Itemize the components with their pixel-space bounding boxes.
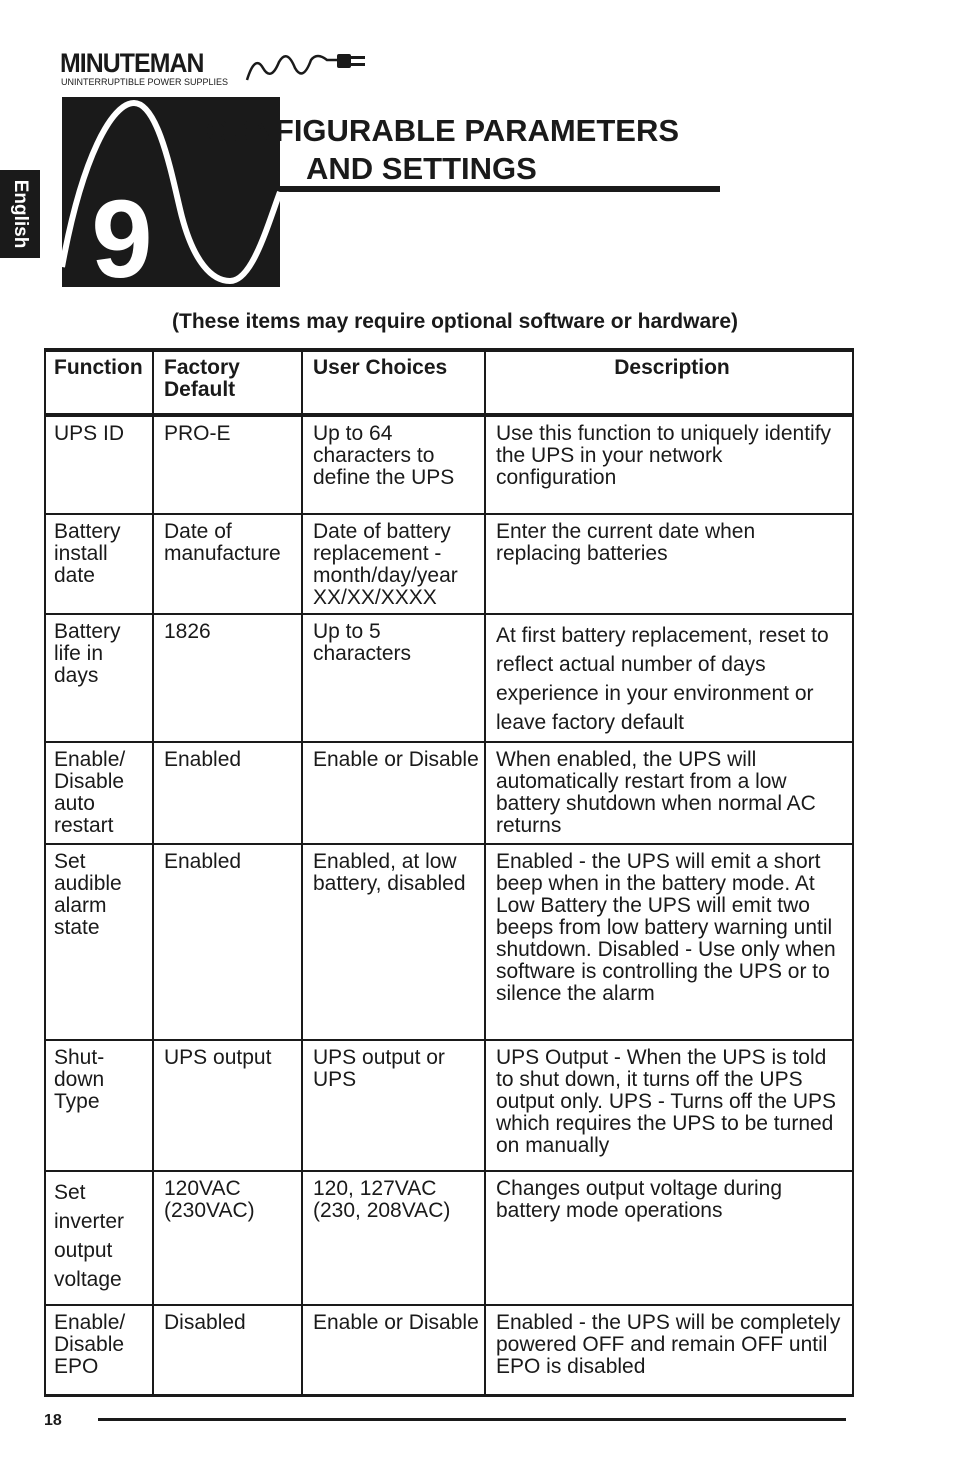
cell-default: Enabled — [153, 844, 302, 1040]
cell-default: PRO-E — [153, 415, 302, 514]
header-description: Description — [485, 350, 853, 415]
cell-description: Use this function to uniquely identify the UPS in your network configuration — [485, 415, 853, 514]
table-row — [45, 1040, 853, 1171]
cell-description: Enabled - the UPS will emit a short beep when in the battery mode. At Low Battery the UPS will emit two beeps from low battery warning until shutdown. Disabled - Use only when software is controlling the UPS or to silence the alarm — [485, 844, 853, 1040]
cell-default: 1826 — [153, 614, 302, 742]
cell-function: UPS ID — [45, 415, 153, 514]
cell-default: Date of manufacture — [153, 514, 302, 614]
brand-tagline: UNINTERRUPTIBLE POWER SUPPLIES — [61, 77, 229, 87]
cell-choices: Enable or Disable — [302, 742, 485, 844]
chapter-title — [206, 112, 679, 188]
cell-default: Enabled — [153, 742, 302, 844]
language-tab — [0, 170, 40, 258]
cell-description: At first battery replacement, reset to reflect actual number of days experience in your environment or leave factory default — [485, 614, 853, 742]
cell-description: Enabled - the UPS will be completely powered OFF and remain OFF until EPO is disabled — [485, 1305, 853, 1395]
cell-choices: Up to 5 characters — [302, 614, 485, 742]
cell-function: Enable/ Disable EPO — [45, 1305, 153, 1395]
cell-function: Enable/ Disable auto restart — [45, 742, 153, 844]
cell-choices: 120, 127VAC (230, 208VAC) — [302, 1171, 485, 1305]
cell-function: Battery life in days — [45, 614, 153, 742]
chapter-title-line2: AND SETTINGS — [306, 151, 537, 186]
brand-name: MINUTEMAN — [60, 48, 204, 78]
cell-choices: Enabled, at low battery, disabled — [302, 844, 485, 1040]
cell-description: When enabled, the UPS will automatically restart from a low battery shutdown when normal AC returns — [485, 742, 853, 844]
chapter-number: 9 — [91, 178, 153, 287]
table-row — [45, 742, 853, 844]
cell-choices: Date of battery replacement - month/day/year XX/XX/XXXX — [302, 514, 485, 614]
cell-function: Shut- down Type — [45, 1040, 153, 1171]
cell-description: Enter the current date when replacing batteries — [485, 514, 853, 614]
table-header-row — [45, 350, 853, 415]
cell-description: UPS Output - When the UPS is told to shut down, it turns off the UPS output only. UPS - Turns off the UPS which requires the UPS to be turned on manually — [485, 1040, 853, 1171]
parameters-table — [44, 348, 854, 1397]
cell-default: Disabled — [153, 1305, 302, 1395]
power-plug-icon — [245, 50, 375, 84]
cell-function: Set audible alarm state — [45, 844, 153, 1040]
optional-note: (These items may require optional software or hardware) — [172, 310, 738, 333]
cell-function: Battery install date — [45, 514, 153, 614]
cell-choices: Up to 64 characters to define the UPS — [302, 415, 485, 514]
chapter-title-line1: CONFIGURABLE PARAMETERS — [206, 113, 680, 148]
table-row — [45, 1171, 853, 1305]
header-factory-default: Factory Default — [153, 350, 302, 415]
cell-function: Set inverter output voltage — [45, 1171, 153, 1305]
table-row — [45, 514, 853, 614]
page-number: 18 — [44, 1412, 62, 1429]
table-row — [45, 844, 853, 1040]
brand-logo — [60, 48, 380, 90]
table-row — [45, 614, 853, 742]
table-row — [45, 1305, 853, 1395]
language-tab-label: English — [10, 179, 31, 249]
cell-choices: UPS output or UPS — [302, 1040, 485, 1171]
footer-rule — [98, 1418, 846, 1421]
cell-default: UPS output — [153, 1040, 302, 1171]
header-user-choices: User Choices — [302, 350, 485, 415]
table-row — [45, 415, 853, 514]
cell-default: 120VAC (230VAC) — [153, 1171, 302, 1305]
header-function: Function — [45, 350, 153, 415]
title-rule — [280, 186, 720, 192]
cell-choices: Enable or Disable — [302, 1305, 485, 1395]
cell-description: Changes output voltage during battery mode operations — [485, 1171, 853, 1305]
